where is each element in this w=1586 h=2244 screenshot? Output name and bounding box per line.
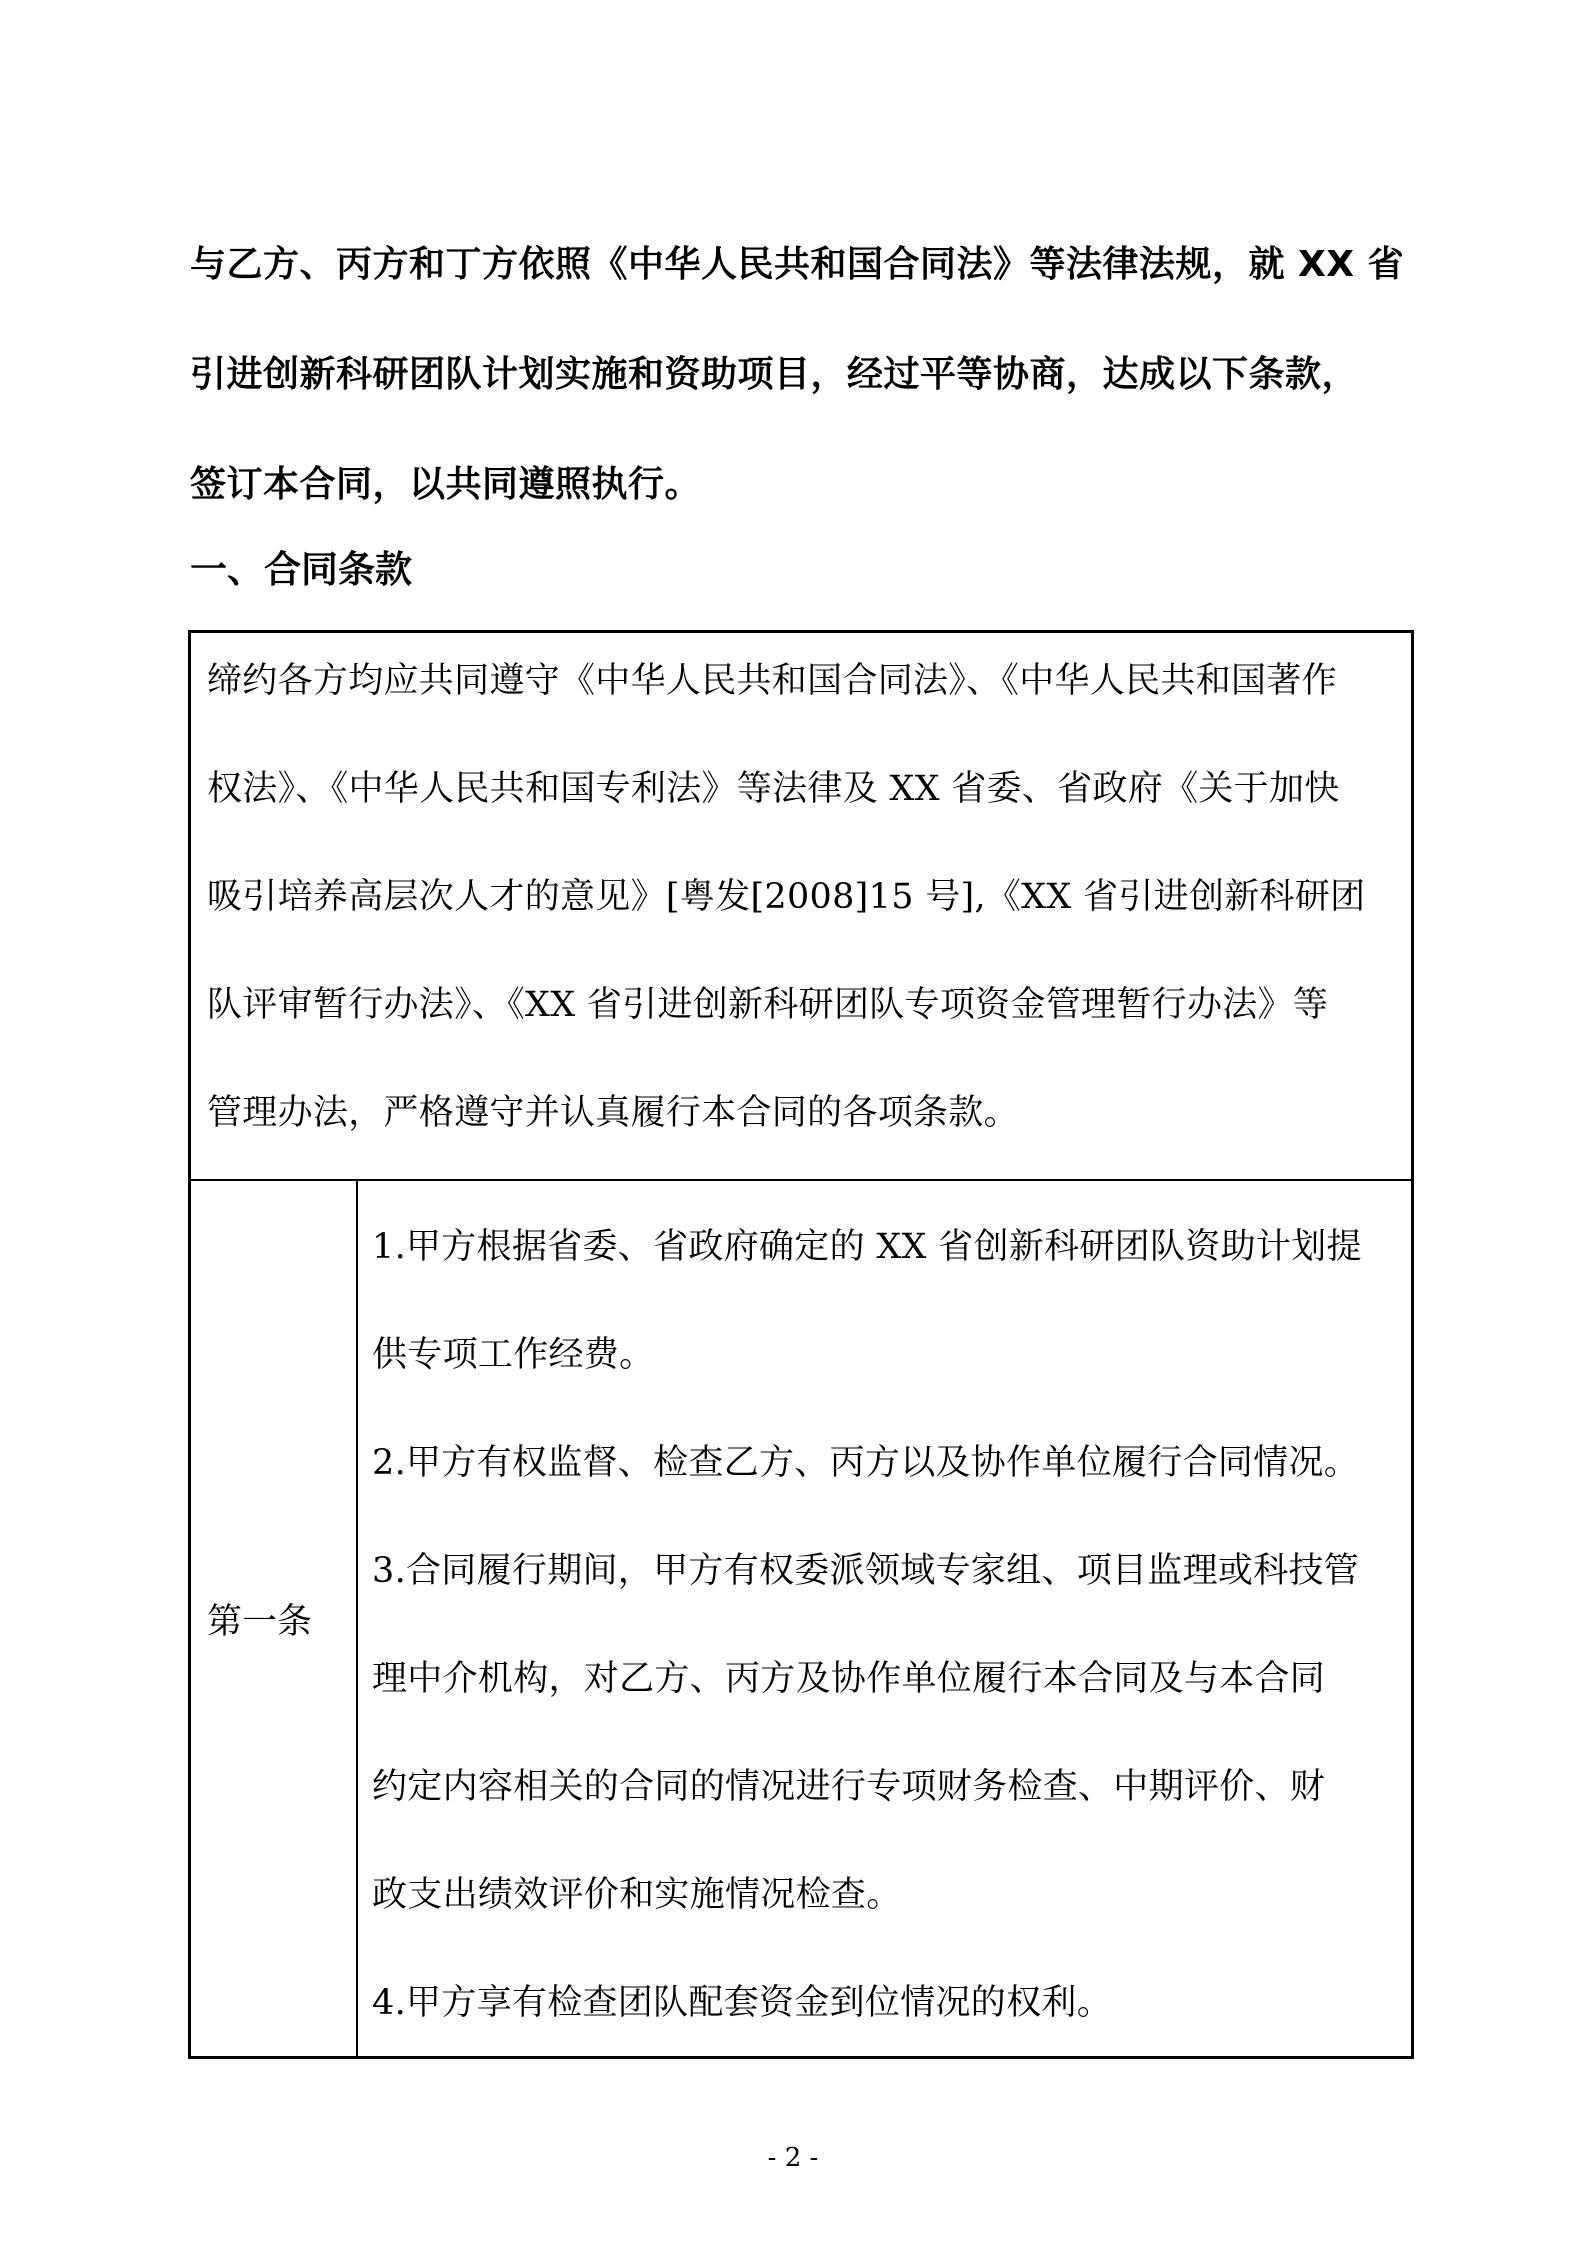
article-line: 4.甲方享有检查团队配套资金到位情况的权利。 (372, 1983, 1112, 2023)
intro-line: 引进创新科研团队计划实施和资助项目，经过平等协商，达成以下条款， (190, 354, 1359, 395)
article-line: 2.甲方有权监督、检查乙方、丙方以及协作单位履行合同情况。 (372, 1443, 1360, 1483)
article-line: 约定内容相关的合同的情况进行专项财务检查、中期评价、财 (372, 1767, 1326, 1807)
preamble-line: 缔约各方均应共同遵守《中华人民共和国合同法》、《中华人民共和国著作 (207, 661, 1337, 701)
intro-line: 与乙方、丙方和丁方依照《中华人民共和国合同法》等法律法规，就 XX 省 (190, 244, 1405, 285)
page-number: - 2 - (767, 2143, 819, 2173)
article-line: 理中介机构，对乙方、丙方及协作单位履行本合同及与本合同 (372, 1659, 1326, 1699)
article-body (358, 1181, 1411, 2056)
section-heading: 一、合同条款 (190, 548, 412, 591)
contract-terms-table (188, 630, 1414, 2059)
article-line: 3.合同履行期间，甲方有权委派领域专家组、项目监理或科技管 (372, 1551, 1360, 1591)
intro-paragraph (190, 210, 1410, 540)
preamble-cell (191, 633, 1411, 1181)
article-line: 1.甲方根据省委、省政府确定的 XX 省创新科研团队资助计划提 (372, 1227, 1362, 1267)
preamble-line: 权法》、《中华人民共和国专利法》等法律及 XX 省委、省政府《关于加快 (207, 769, 1340, 809)
article-line: 供专项工作经费。 (372, 1335, 655, 1375)
article-line: 政支出绩效评价和实施情况检查。 (372, 1875, 902, 1915)
intro-line: 签订本合同，以共同遵照执行。 (190, 464, 702, 505)
preamble-line: 管理办法，严格遵守并认真履行本合同的各项条款。 (207, 1093, 1019, 1133)
preamble-line: 队评审暂行办法》、《XX 省引进创新科研团队专项资金管理暂行办法》等 (207, 985, 1329, 1025)
article-row (191, 1181, 1411, 2056)
article-label: 第一条 (191, 1181, 358, 2056)
preamble-line: 吸引培养高层次人才的意见》[粤发[2008]15 号],《XX 省引进创新科研团 (207, 877, 1366, 917)
